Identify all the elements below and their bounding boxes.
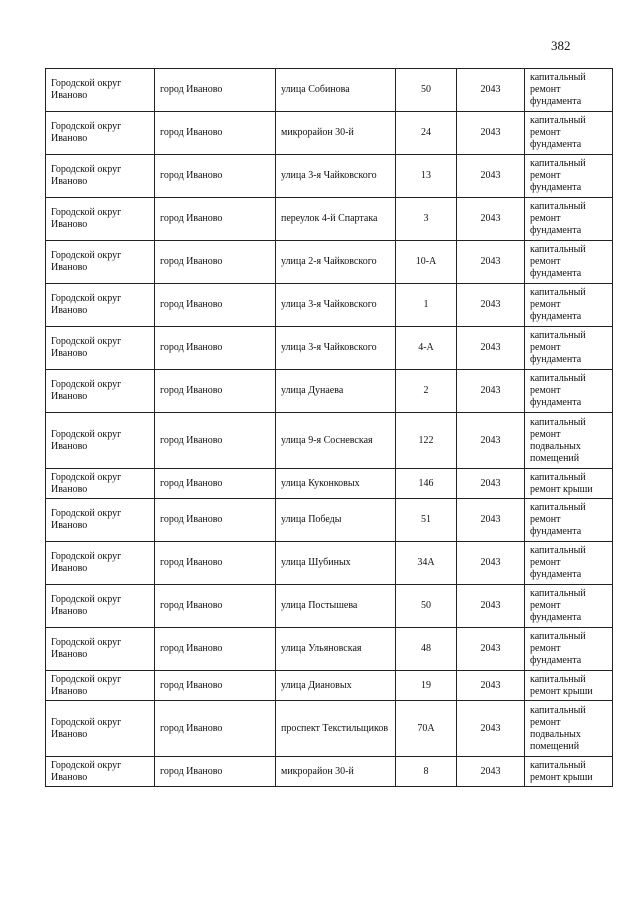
table-row — [46, 241, 613, 284]
street-cell: улица 3-я Чайковского — [276, 155, 396, 198]
street-cell: улица Постышева — [276, 585, 396, 628]
house-number-cell: 50 — [396, 69, 457, 112]
district-cell: Городской округ Иваново — [46, 155, 155, 198]
district-cell: Городской округ Иваново — [46, 542, 155, 585]
city-cell: город Иваново — [155, 499, 276, 542]
year-cell: 2043 — [457, 284, 525, 327]
city-cell: город Иваново — [155, 671, 276, 701]
year-cell: 2043 — [457, 628, 525, 671]
city-cell: город Иваново — [155, 155, 276, 198]
house-number-cell: 10-А — [396, 241, 457, 284]
housing-repair-table — [45, 68, 613, 787]
street-cell: микрорайон 30-й — [276, 112, 396, 155]
house-number-cell: 146 — [396, 469, 457, 499]
street-cell: микрорайон 30-й — [276, 757, 396, 787]
city-cell: город Иваново — [155, 701, 276, 757]
year-cell: 2043 — [457, 69, 525, 112]
city-cell: город Иваново — [155, 585, 276, 628]
house-number-cell: 122 — [396, 413, 457, 469]
district-cell: Городской округ Иваново — [46, 757, 155, 787]
year-cell: 2043 — [457, 155, 525, 198]
house-number-cell: 19 — [396, 671, 457, 701]
street-cell: улица Ульяновская — [276, 628, 396, 671]
house-number-cell: 8 — [396, 757, 457, 787]
year-cell: 2043 — [457, 469, 525, 499]
work-type-cell: капитальный ремонт фундамента — [525, 327, 613, 370]
city-cell: город Иваново — [155, 198, 276, 241]
table-row — [46, 542, 613, 585]
table-row — [46, 585, 613, 628]
work-type-cell: капитальный ремонт фундамента — [525, 370, 613, 413]
year-cell: 2043 — [457, 542, 525, 585]
table-row — [46, 69, 613, 112]
table-row — [46, 284, 613, 327]
table-row — [46, 155, 613, 198]
work-type-cell: капитальный ремонт фундамента — [525, 284, 613, 327]
district-cell: Городской округ Иваново — [46, 469, 155, 499]
work-type-cell: капитальный ремонт крыши — [525, 671, 613, 701]
year-cell: 2043 — [457, 585, 525, 628]
district-cell: Городской округ Иваново — [46, 198, 155, 241]
year-cell: 2043 — [457, 112, 525, 155]
table-row — [46, 757, 613, 787]
district-cell: Городской округ Иваново — [46, 370, 155, 413]
street-cell: проспект Текстильщиков — [276, 701, 396, 757]
street-cell: улица Диановых — [276, 671, 396, 701]
table-row — [46, 413, 613, 469]
work-type-cell: капитальный ремонт подвальных помещений — [525, 701, 613, 757]
table-row — [46, 671, 613, 701]
street-cell: улица Куконковых — [276, 469, 396, 499]
district-cell: Городской округ Иваново — [46, 327, 155, 370]
work-type-cell: капитальный ремонт крыши — [525, 469, 613, 499]
house-number-cell: 24 — [396, 112, 457, 155]
city-cell: город Иваново — [155, 241, 276, 284]
city-cell: город Иваново — [155, 542, 276, 585]
work-type-cell: капитальный ремонт фундамента — [525, 628, 613, 671]
table-row — [46, 701, 613, 757]
district-cell: Городской округ Иваново — [46, 112, 155, 155]
house-number-cell: 51 — [396, 499, 457, 542]
work-type-cell: капитальный ремонт подвальных помещений — [525, 413, 613, 469]
year-cell: 2043 — [457, 370, 525, 413]
city-cell: город Иваново — [155, 112, 276, 155]
street-cell: улица 9-я Сосневская — [276, 413, 396, 469]
table-row — [46, 628, 613, 671]
year-cell: 2043 — [457, 241, 525, 284]
street-cell: улица 3-я Чайковского — [276, 327, 396, 370]
table-body — [46, 69, 613, 787]
street-cell: улица 2-я Чайковского — [276, 241, 396, 284]
house-number-cell: 50 — [396, 585, 457, 628]
table-row — [46, 327, 613, 370]
street-cell: улица Шубиных — [276, 542, 396, 585]
year-cell: 2043 — [457, 757, 525, 787]
house-number-cell: 2 — [396, 370, 457, 413]
work-type-cell: капитальный ремонт крыши — [525, 757, 613, 787]
district-cell: Городской округ Иваново — [46, 628, 155, 671]
work-type-cell: капитальный ремонт фундамента — [525, 499, 613, 542]
year-cell: 2043 — [457, 499, 525, 542]
street-cell: улица Победы — [276, 499, 396, 542]
city-cell: город Иваново — [155, 469, 276, 499]
district-cell: Городской округ Иваново — [46, 701, 155, 757]
district-cell: Городской округ Иваново — [46, 69, 155, 112]
year-cell: 2043 — [457, 671, 525, 701]
city-cell: город Иваново — [155, 284, 276, 327]
district-cell: Городской округ Иваново — [46, 499, 155, 542]
work-type-cell: капитальный ремонт фундамента — [525, 198, 613, 241]
work-type-cell: капитальный ремонт фундамента — [525, 241, 613, 284]
district-cell: Городской округ Иваново — [46, 413, 155, 469]
district-cell: Городской округ Иваново — [46, 585, 155, 628]
city-cell: город Иваново — [155, 413, 276, 469]
year-cell: 2043 — [457, 701, 525, 757]
table-row — [46, 198, 613, 241]
house-number-cell: 4-А — [396, 327, 457, 370]
table-row — [46, 469, 613, 499]
street-cell: улица Собинова — [276, 69, 396, 112]
street-cell: улица Дунаева — [276, 370, 396, 413]
city-cell: город Иваново — [155, 327, 276, 370]
page-number: 382 — [551, 38, 571, 53]
table-row — [46, 499, 613, 542]
work-type-cell: капитальный ремонт фундамента — [525, 112, 613, 155]
year-cell: 2043 — [457, 198, 525, 241]
house-number-cell: 34А — [396, 542, 457, 585]
house-number-cell: 70А — [396, 701, 457, 757]
house-number-cell: 13 — [396, 155, 457, 198]
city-cell: город Иваново — [155, 757, 276, 787]
house-number-cell: 48 — [396, 628, 457, 671]
district-cell: Городской округ Иваново — [46, 241, 155, 284]
district-cell: Городской округ Иваново — [46, 671, 155, 701]
work-type-cell: капитальный ремонт фундамента — [525, 155, 613, 198]
table-row — [46, 370, 613, 413]
work-type-cell: капитальный ремонт фундамента — [525, 585, 613, 628]
street-cell: улица 3-я Чайковского — [276, 284, 396, 327]
city-cell: город Иваново — [155, 370, 276, 413]
city-cell: город Иваново — [155, 69, 276, 112]
year-cell: 2043 — [457, 413, 525, 469]
work-type-cell: капитальный ремонт фундамента — [525, 69, 613, 112]
year-cell: 2043 — [457, 327, 525, 370]
house-number-cell: 1 — [396, 284, 457, 327]
work-type-cell: капитальный ремонт фундамента — [525, 542, 613, 585]
street-cell: переулок 4-й Спартака — [276, 198, 396, 241]
house-number-cell: 3 — [396, 198, 457, 241]
district-cell: Городской округ Иваново — [46, 284, 155, 327]
city-cell: город Иваново — [155, 628, 276, 671]
table-row — [46, 112, 613, 155]
